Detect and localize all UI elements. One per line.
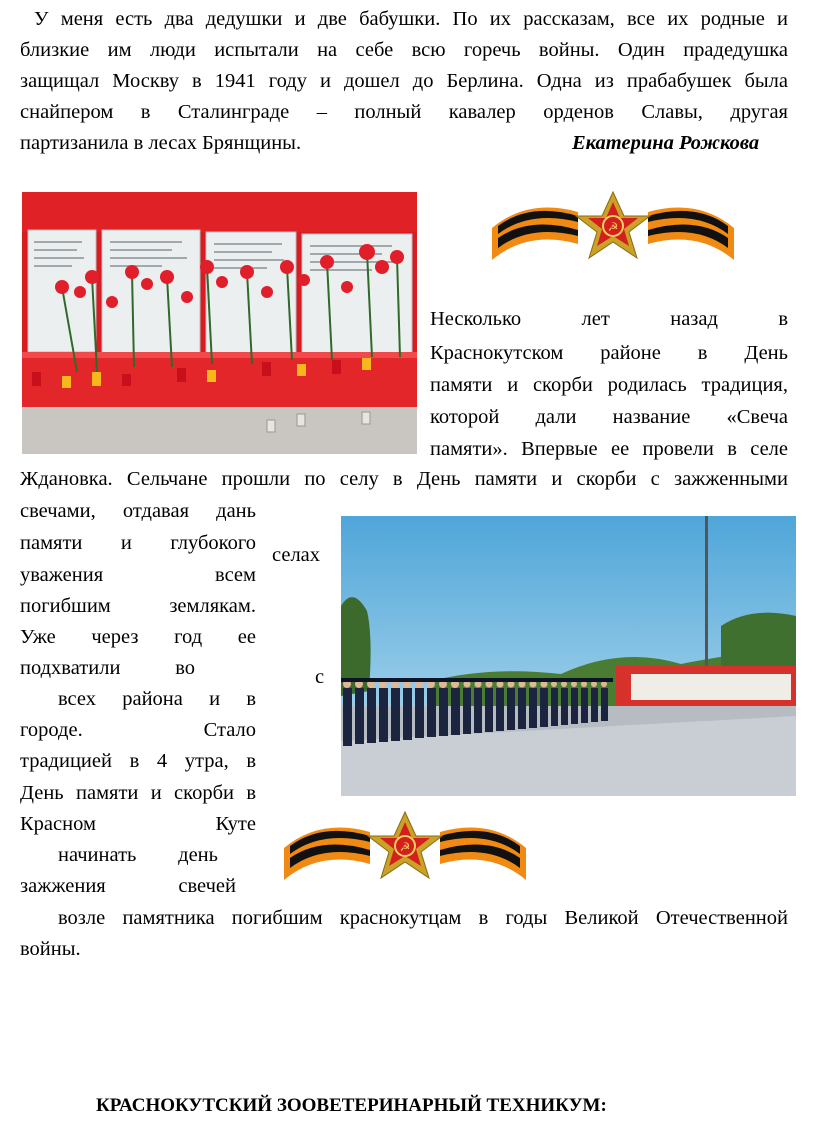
intro-line: У меня есть два дедушки и две бабушки. По их рассказам, все их родные и xyxy=(34,8,788,30)
intro-line: защищал Москву в 1941 году и дошел до Берлина. Одна из прабабушек была xyxy=(20,70,788,92)
left-col-line: зажжения свечей xyxy=(20,875,236,897)
float-word: с xyxy=(315,666,325,688)
left-col-line: городе. Стало xyxy=(20,719,256,741)
right-col-line: памяти и скорби родилась традиция, xyxy=(430,374,788,396)
float-word: селах xyxy=(272,544,321,566)
left-col-line: традицией в 4 утра, в xyxy=(20,750,256,772)
st-george-ribbon-order-icon xyxy=(488,188,738,268)
intro-line: снайпером в Сталинграде – полный кавалер орденов Славы, другая xyxy=(20,101,788,123)
right-col-line: Краснокутском районе в День xyxy=(430,342,788,364)
left-col-line: День памяти и скорби в xyxy=(20,782,256,804)
left-col-line: свечами, отдавая дань xyxy=(20,500,256,522)
left-col-line: Красном Куте xyxy=(20,813,256,835)
svg-text:☭: ☭ xyxy=(399,840,411,854)
footer-heading: КРАСНОКУТСКИЙ ЗООВЕТЕРИНАРНЫЙ ТЕХНИКУМ: xyxy=(96,1095,607,1116)
intro-line: близкие им люди испытали на себе всю горечь войны. Один прадедушка xyxy=(20,39,788,61)
final-line: войны. xyxy=(20,938,81,960)
cadets-memorial-photo xyxy=(341,516,796,796)
right-col-line: которой дали название «Свеча xyxy=(430,406,788,428)
left-col-line: памяти и глубокого xyxy=(20,532,256,554)
left-col-line: уважения всем xyxy=(20,564,256,586)
full-line: Ждановка. Сельчане прошли по селу в День памяти и скорби с зажженными xyxy=(20,468,788,490)
intro-line: партизанила в лесах Брянщины. xyxy=(20,132,302,154)
st-george-ribbon-order-icon xyxy=(280,808,530,888)
left-col-line: Уже через год ее xyxy=(20,626,256,648)
final-line: возле памятника погибшим краснокутцам в годы Великой Отечественной xyxy=(58,907,788,929)
left-col-line: всех района и в xyxy=(58,688,256,710)
memorial-flowers-photo xyxy=(22,192,417,454)
svg-text:☭: ☭ xyxy=(607,220,619,234)
left-col-line: погибшим землякам. xyxy=(20,595,256,617)
right-col-line: памяти». Впервые ее провели в селе xyxy=(430,438,788,460)
right-col-line: Несколько лет назад в xyxy=(430,308,788,330)
author-signature: Екатерина Рожкова xyxy=(572,132,760,154)
left-col-line: подхватили во xyxy=(20,657,195,679)
left-col-line: начинать день xyxy=(58,844,218,866)
